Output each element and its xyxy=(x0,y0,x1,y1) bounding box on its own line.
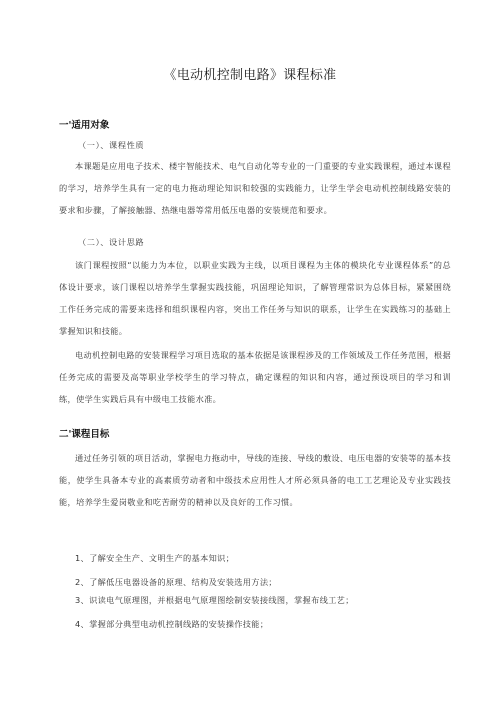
section-heading-course-goals: 二'课程目标 xyxy=(59,429,110,440)
paragraph-design-idea-1: 该门课程按照“以能力为本位，以职业实践为主线，以项目课程为主体的模块化专业课程体系”的总体设计要求，该门课程以培养学生掌握实践技能，巩固理论知识，了解管理常识为总体目标，紧紧围绕工作任务完成的需要来选择和组织课程内容，突出工作任务与知识的联系，让学生在实践练习的基础上掌握知识和技能。 xyxy=(59,260,451,336)
subsection-heading-course-nature: （一）、课程性质 xyxy=(78,140,145,150)
goal-item: 3、识读电气原理图，并根据电气原理图绘制安装接线图，掌握布线工艺； xyxy=(75,595,354,605)
goal-item: 4、掌握部分典型电动机控制线路的安装操作技能； xyxy=(75,619,269,629)
paragraph-design-idea-2: 电动机控制电路的安装课程学习项目选取的基本依据是该课程涉及的工作领域及工作任务范围，根据任务完成的需要及高等职业学校学生的学习特点，确定课程的知识和内容，通过预设项目的学习和训练，使学生实践后具有中级电工技能水准。 xyxy=(59,350,451,404)
goal-item: 2、了解低压电器设备的原理、结构及安装选用方法； xyxy=(75,577,277,587)
document-title: 《电动机控制电路》课程标准 xyxy=(163,68,337,83)
section-heading-applicable-objects: 一'适用对象 xyxy=(59,120,110,131)
goal-item: 1、了解安全生产、文明生产的基本知识； xyxy=(75,553,235,563)
paragraph-course-nature: 本课题是应用电子技术、楼宇智能技术、电气自动化等专业的一门重要的专业实践课程，通过本课程的学习，培养学生具有一定的电力拖动理论知识和较强的实践能力，让学生学会电动机控制线路安装的要求和步骤，了解接触器、热继电器等常用低压电器的安装规范和要求。 xyxy=(59,161,451,215)
paragraph-course-goals: 通过任务引领的项目活动，掌握电力拖动中，导线的连接、导线的敷设、电压电器的安装等的基本技能，使学生具备本专业的高素质劳动者和中级技术应用性人才所必须具备的电工工艺理论及专业实践技能，培养学生爱岗敬业和吃苦耐劳的精神以及良好的工作习惯。 xyxy=(59,453,451,507)
subsection-heading-design-idea: （二）、设计思路 xyxy=(78,237,145,247)
